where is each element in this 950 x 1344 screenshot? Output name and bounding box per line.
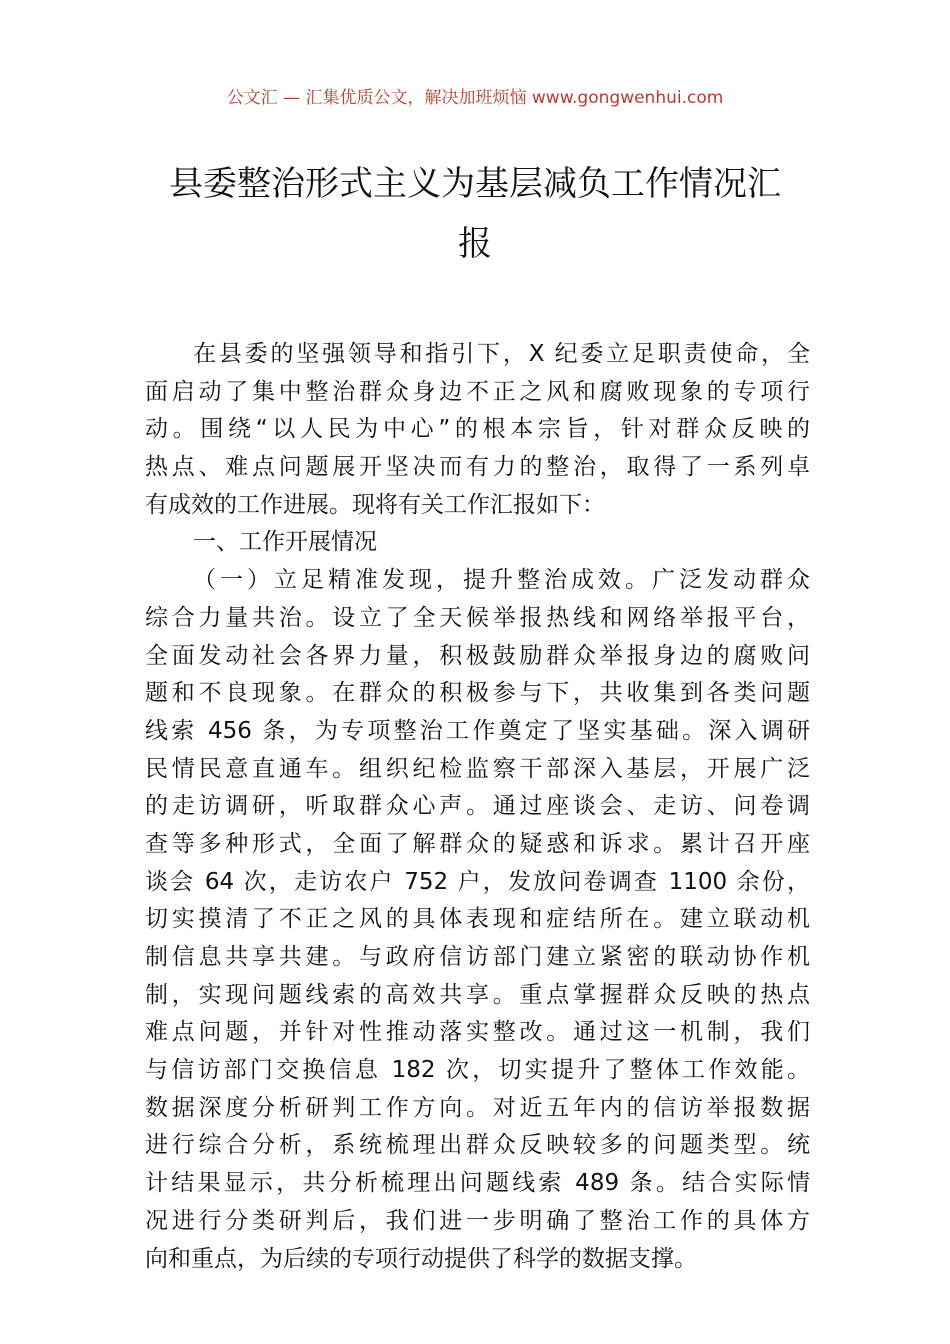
paragraph-line: 在县委的坚强领导和指引下，X 纪委立足职责使命，全 <box>193 341 810 367</box>
paragraph-line: 全面发动社会各界力量，积极鼓励群众举报身边的腐败问 <box>145 642 810 669</box>
section-heading: 一、工作开展情况 <box>193 529 377 556</box>
paragraph-line: 动。围绕“以人民为中心”的根本宗旨，针对群众反映的 <box>145 416 810 443</box>
paragraph-line: 况进行分类研判后，我们进一步明确了整治工作的具体方 <box>145 1207 810 1234</box>
paragraph-line: 线索 456 条，为专项整治工作奠定了坚实基础。深入调研 <box>145 717 810 744</box>
paragraph-line: 切实摸清了不正之风的具体表现和症结所在。建立联动机 <box>145 906 810 933</box>
document-body <box>145 336 810 1278</box>
paragraph-line: 题和不良现象。在群众的积极参与下，共收集到各类问题 <box>145 680 810 707</box>
paragraph-line: 向和重点，为后续的专项行动提供了科学的数据支撑。 <box>145 1245 697 1272</box>
paragraph-line: （一）立足精准发现，提升整治成效。广泛发动群众 <box>193 567 810 594</box>
paragraph-line: 综合力量共治。设立了全天候举报热线和网络举报平台， <box>145 604 810 631</box>
document-title-line-2: 报 <box>458 224 492 264</box>
paragraph-line: 谈会 64 次，走访农户 752 户，发放问卷调查 1100 余份， <box>145 868 810 895</box>
paragraph-line: 有成效的工作进展。现将有关工作汇报如下： <box>145 491 605 518</box>
paragraph-line: 民情民意直通车。组织纪检监察干部深入基层，开展广泛 <box>145 755 810 782</box>
paragraph-line: 制信息共享共建。与政府信访部门建立紧密的联动协作机 <box>145 944 810 970</box>
document-title-line-1: 县委整治形式主义为基层减负工作情况汇 <box>169 164 781 204</box>
site-banner: 公文汇 — 汇集优质公文，解决加班烦恼 www.gongwenhui.com <box>226 88 724 108</box>
paragraph-line: 热点、难点问题展开坚决而有力的整治，取得了一系列卓 <box>145 454 810 481</box>
paragraph-line: 与信访部门交换信息 182 次，切实提升了整体工作效能。 <box>145 1057 810 1084</box>
paragraph-line: 查等多种形式，全面了解群众的疑惑和诉求。累计召开座 <box>145 830 810 857</box>
paragraph-line: 进行综合分析，系统梳理出群众反映较多的问题类型。统 <box>145 1132 810 1159</box>
paragraph-line: 难点问题，并针对性推动落实整改。通过这一机制，我们 <box>145 1019 810 1046</box>
paragraph-line: 制，实现问题线索的高效共享。重点掌握群众反映的热点 <box>145 981 810 1008</box>
paragraph-line: 数据深度分析研判工作方向。对近五年内的信访举报数据 <box>145 1094 810 1121</box>
paragraph-line: 面启动了集中整治群众身边不正之风和腐败现象的专项行 <box>145 378 810 405</box>
paragraph-line: 计结果显示，共分析梳理出问题线索 489 条。结合实际情 <box>145 1170 810 1197</box>
paragraph-line: 的走访调研，听取群众心声。通过座谈会、走访、问卷调 <box>145 793 810 820</box>
